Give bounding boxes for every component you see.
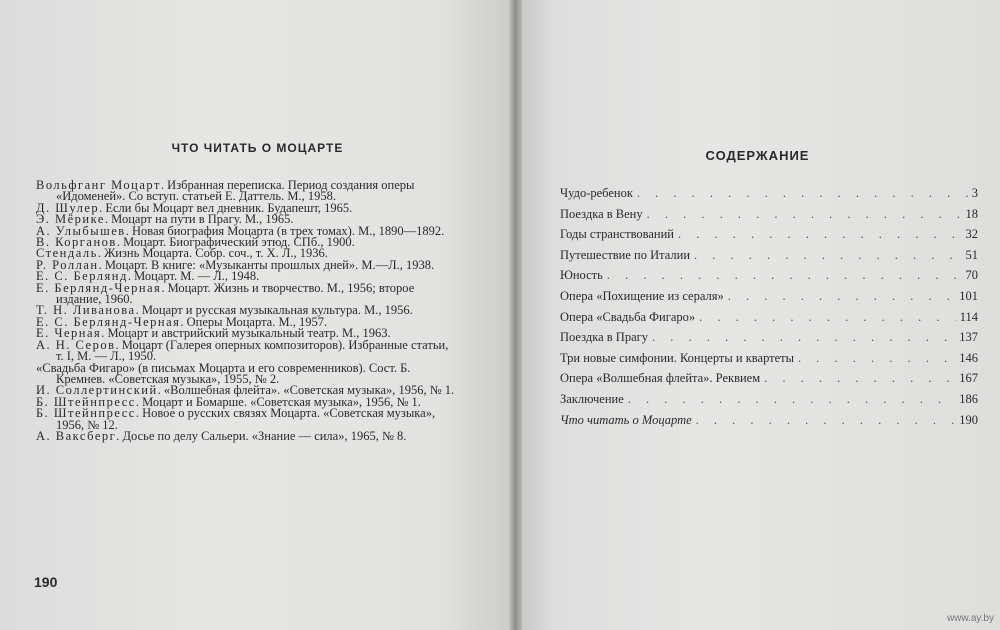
toc-leader-dots — [637, 186, 968, 201]
entry-text: . Моцарт и русская музыкальная культура. М., 1956. — [135, 303, 413, 318]
entry-text: . Если бы Моцарт вел дневник. Будапешт, 1965. — [99, 200, 353, 215]
toc-row — [560, 413, 978, 434]
entry-author: Р. Роллан — [36, 257, 99, 272]
entry-text: . Новое о русских связях Моцарта. «Советская музыка», 1956, № 12. — [56, 406, 436, 432]
bibliography-entry — [36, 180, 456, 203]
toc-page-number: 32 — [965, 227, 978, 242]
entry-author: А. Ваксберг — [36, 428, 117, 443]
toc-row — [560, 392, 978, 413]
toc-page-number: 18 — [965, 206, 978, 221]
entry-author: Б. Штейнпресс — [36, 394, 136, 409]
watermark: www.ay.by — [946, 613, 994, 624]
entry-author: В. Корганов — [36, 235, 117, 250]
toc-leader-dots — [628, 392, 956, 407]
toc-title: Годы странствований — [560, 227, 674, 242]
toc-row — [560, 289, 978, 310]
toc-leader-dots — [696, 413, 956, 428]
toc-title: Опера «Свадьба Фигаро» — [560, 309, 696, 324]
toc-row — [560, 207, 978, 228]
toc-leader-dots — [798, 351, 955, 366]
entry-author: Е. Берлянд-Черная — [36, 280, 162, 295]
entry-author: Е. С. Берлянд — [36, 269, 128, 284]
toc-page-number: 101 — [959, 288, 978, 303]
bibliography-entry — [36, 428, 456, 443]
entry-text: . Моцарт. М. — Л., 1948. — [127, 269, 260, 284]
toc-page-number: 137 — [959, 330, 978, 345]
table-of-contents — [560, 186, 978, 433]
toc-title: Опера «Волшебная флейта». Реквием — [560, 371, 761, 386]
entry-text: . Оперы Моцарта. М., 1957. — [180, 314, 328, 329]
entry-author: Е. С. Берлянд-Черная — [36, 314, 181, 329]
toc-title: Что читать о Моцарте — [560, 412, 692, 427]
toc-leader-dots — [728, 289, 956, 304]
book-gutter — [508, 0, 522, 630]
entry-author: Т. Н. Ливанова — [36, 303, 136, 318]
toc-leader-dots — [647, 207, 962, 222]
page-number: 190 — [34, 574, 58, 590]
toc-row — [560, 351, 978, 372]
toc-page-number: 51 — [965, 247, 978, 262]
bibliography-entry — [36, 337, 456, 364]
bibliography-entry — [36, 280, 456, 307]
toc-title: Поездка в Прагу — [560, 330, 648, 345]
toc-row — [560, 227, 978, 248]
contents-heading: СОДЕРЖАНИЕ — [705, 148, 810, 163]
entry-author: Б. Штейнпресс — [36, 406, 136, 421]
toc-row — [560, 330, 978, 351]
entry-author: А. Н. Серов — [36, 337, 116, 352]
toc-page-number: 146 — [959, 350, 978, 365]
toc-leader-dots — [652, 330, 955, 345]
toc-title: Три новые симфонии. Концерты и квартеты — [560, 350, 795, 365]
entry-author: Д. Шулер — [36, 200, 100, 215]
toc-row — [560, 248, 978, 269]
toc-row — [560, 186, 978, 207]
toc-page-number: 167 — [959, 371, 978, 386]
toc-leader-dots — [678, 227, 962, 242]
entry-author: Вольфганг Моцарт — [36, 178, 161, 192]
entry-text: . Моцарт. Биографический этюд. СПб., 1900. — [116, 235, 355, 250]
entry-author: А. Улыбышев — [36, 223, 126, 238]
entry-text: . Новая биография Моцарта (в трех томах). М., 1890—1892. — [125, 223, 445, 238]
toc-page-number: 3 — [971, 186, 978, 200]
toc-title: Заключение — [560, 391, 624, 406]
entry-text: . Моцарт. Жизнь и творчество. М., 1956; второе издание, 1960. — [56, 280, 415, 307]
toc-title: Чудо-ребенок — [560, 186, 633, 200]
entry-author: Э. Мёрике — [36, 212, 105, 227]
toc-leader-dots — [694, 248, 961, 263]
toc-page-number: 186 — [959, 391, 978, 406]
toc-title: Путешествие по Италии — [560, 247, 691, 262]
entry-text: . Досье по делу Сальери. «Знание — сила», 1965, № 8. — [116, 428, 407, 443]
toc-page-number: 70 — [965, 268, 978, 283]
bibliography-entry — [36, 360, 456, 386]
toc-title: Опера «Похищение из сераля» — [560, 288, 724, 303]
bibliography-entry — [36, 408, 456, 431]
toc-row — [560, 310, 978, 331]
entry-text: . Моцарт. В книге: «Музыканты прошлых дней». М.—Л., 1938. — [98, 257, 435, 272]
entry-text: . Моцарт (Галерея оперных композиторов). Избранные статьи, т. I, М. — Л., 1950. — [56, 337, 449, 364]
entry-text: . Моцарт и австрийский музыкальный театр. М., 1963. — [101, 326, 391, 341]
entry-text: . Моцарт и Бомарше. «Советская музыка», 1956, № 1. — [135, 394, 421, 409]
toc-leader-dots — [764, 371, 955, 386]
entry-author: И. Соллертинский — [36, 383, 158, 398]
bibliography-heading: ЧТО ЧИТАТЬ О МОЦАРТЕ — [171, 141, 344, 155]
toc-title: Поездка в Вену — [560, 206, 643, 221]
entry-text: . Моцарт на пути в Прагу. М., 1965. — [104, 212, 294, 227]
bibliography-list — [36, 180, 456, 442]
entry-text: «Свадьба Фигаро» (в письмах Моцарта и его современников). Сост. Б. Кремнев. «Советская музыка», 1955, № 2. — [36, 360, 411, 386]
entry-text: . «Волшебная флейта». «Советская музыка», 1956, № 1. — [157, 383, 455, 398]
entry-text: . Избранная переписка. Период создания оперы «Идоменей». Со вступ. статьей Е. Даттель. М., 1958. — [56, 178, 415, 204]
toc-page-number: 190 — [959, 412, 978, 427]
entry-author: Стендаль — [36, 246, 98, 261]
toc-page-number: 114 — [959, 309, 978, 324]
toc-row — [560, 371, 978, 392]
toc-leader-dots — [607, 268, 962, 283]
toc-leader-dots — [699, 310, 956, 325]
toc-row — [560, 268, 978, 289]
entry-text: . Жизнь Моцарта. Собр. соч., т. X. Л., 1936. — [97, 246, 328, 261]
toc-title: Юность — [560, 268, 603, 283]
entry-author: Е. Черная — [36, 326, 102, 341]
